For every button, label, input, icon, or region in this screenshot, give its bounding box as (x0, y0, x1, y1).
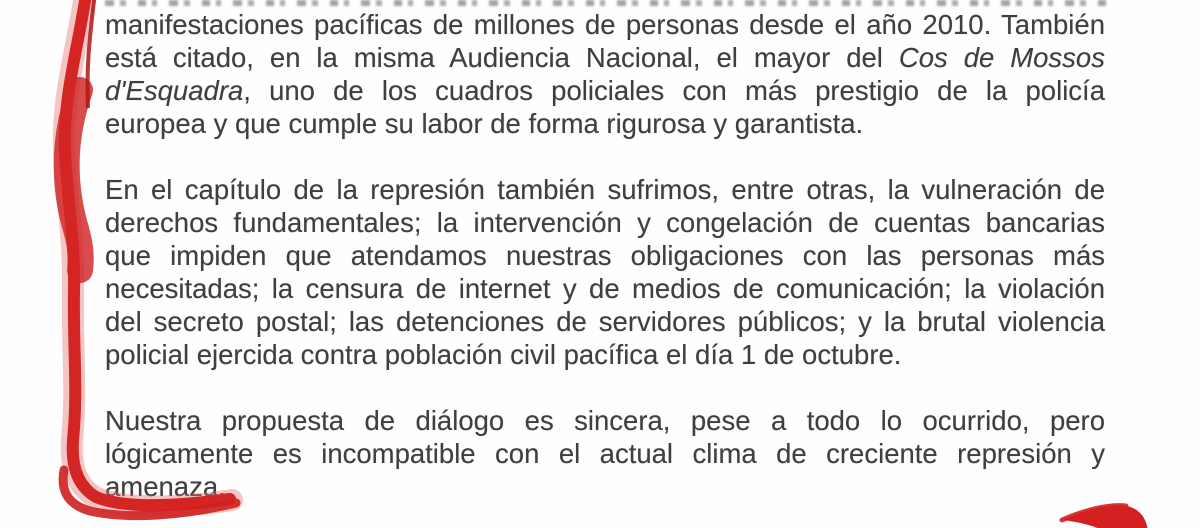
text-line: policial ejercida contra población civil pacífica el día 1 de octubre. (105, 339, 902, 370)
text-line: europea y que cumple su labor de forma rigurosa y garantista. (105, 108, 864, 139)
document-text (105, 8, 1105, 503)
text-segment-italic: d'Esquadra (105, 75, 244, 106)
red-corner-mark-tail (1062, 506, 1126, 520)
text-line: del secreto postal; las detenciones de servidores públicos; y la brutal violencia (105, 306, 1105, 337)
text-line: amenaza. (105, 471, 226, 502)
paragraph (105, 8, 1105, 140)
text-line: manifestaciones pacíficas de millones de personas desde el año 2010. También (105, 9, 1105, 40)
red-bracket-edge-streak (87, 0, 95, 108)
text-segment-italic: Cos de Mossos (898, 42, 1105, 73)
clipped-text-top (105, 0, 1110, 6)
red-bracket-bulge-stroke (67, 90, 81, 270)
red-corner-mark (1062, 505, 1151, 528)
text-line: lógicamente es incompatible con el actual clima de creciente represión y (105, 438, 1105, 469)
text-line: derechos fundamentales; la intervención y congelación de cuentas bancarias (105, 207, 1105, 238)
text-line (105, 74, 1105, 107)
text-segment: está citado, en la misma Audiencia Nacional, el mayor del (105, 42, 899, 73)
text-segment: , uno de los cuadros policiales con más prestigio de la policía (243, 75, 1105, 106)
paragraph (105, 173, 1105, 371)
text-line: Nuestra propuesta de diálogo es sincera, pese a todo lo ocurrido, pero (105, 405, 1105, 436)
paragraph (105, 404, 1105, 503)
text-line: En el capítulo de la represión también sufrimos, entre otras, la vulneración de (105, 174, 1105, 205)
text-line: que impiden que atendamos nuestras obligaciones con las personas más (105, 240, 1105, 271)
text-line (105, 41, 1105, 74)
text-line: necesitadas; la censura de internet y de medios de comunicación; la violación (105, 273, 1105, 304)
